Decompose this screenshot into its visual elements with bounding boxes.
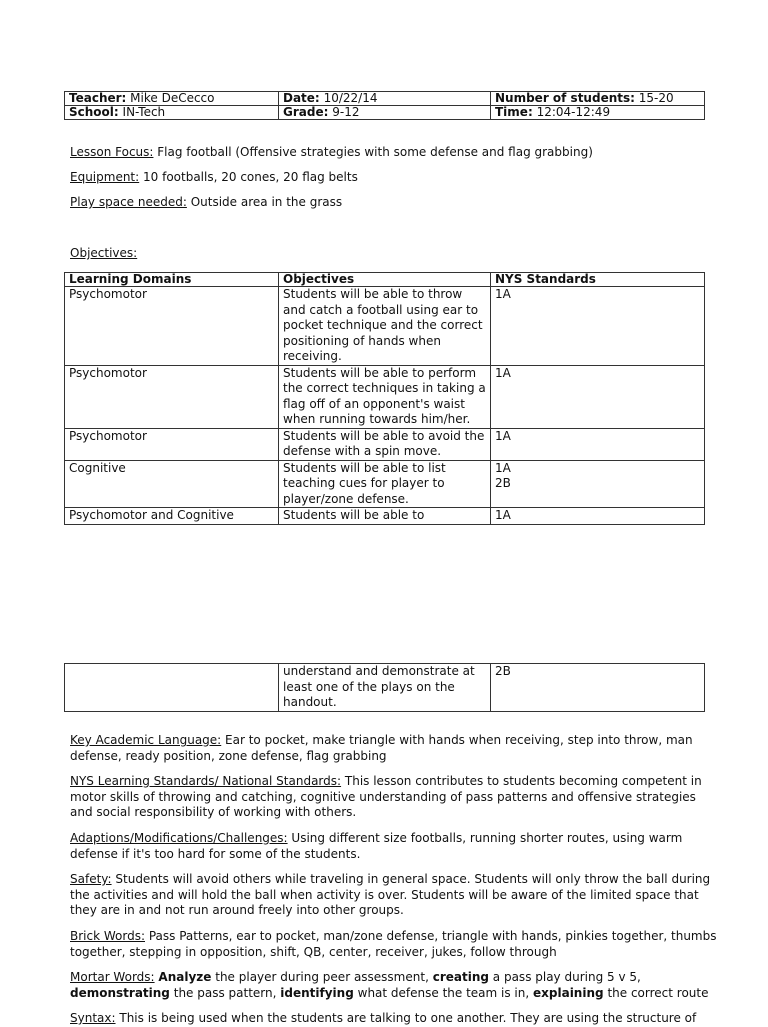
lesson-focus-text: Flag football (Offensive strategies with some defense and flag grabbing) [157, 145, 593, 159]
standards-cell: 1A [491, 428, 705, 460]
domain-cell: Psychomotor [65, 428, 279, 460]
mortar-text: what defense the team is in, [357, 985, 530, 1000]
students-value: 15-20 [638, 91, 674, 105]
table-row [65, 664, 705, 712]
objective-cell: understand and demonstrate at least one of the plays on the handout. [279, 664, 491, 712]
time-cell [491, 106, 705, 120]
adaptions-label: Adaptions/Modifications/Challenges: [70, 831, 288, 845]
play-space-label: Play space needed: [70, 195, 187, 209]
play-space-text: Outside area in the grass [190, 195, 343, 209]
standards-cell: 2B [491, 664, 705, 712]
mortar-text: a pass play during 5 v 5, [492, 970, 641, 984]
col-header-standards-text: NYS Standards [495, 272, 596, 286]
mortar-word: Analyze [158, 970, 212, 984]
brick-words-text: Pass Patterns, ear to pocket, man/zone defense, triangle with hands, pinkies together, thumbs together, stepping in opposition, shift, QB, center, receiver, jukes, follow through [70, 929, 717, 959]
col-header-objectives [279, 273, 491, 287]
grade-label: Grade: [283, 105, 329, 119]
mortar-text: the pass pattern, [173, 985, 277, 1000]
objective-cell: Students will be able to throw and catch a football using ear to pocket technique and the correct positioning of hands when receiving. [279, 287, 491, 366]
brick-words-label: Brick Words: [70, 929, 145, 943]
domain-cell: Cognitive [65, 460, 279, 508]
key-academic-language-label: Key Academic Language: [70, 733, 222, 747]
table-row [65, 428, 705, 460]
objective-cell: Students will be able to list teaching cues for player to player/zone defense. [279, 460, 491, 508]
play-space [70, 195, 720, 211]
key-academic-language-text: Ear to pocket, make triangle with hands when receiving, step into throw, man defense, ready position, zone defense, flag grabbing [70, 733, 693, 763]
objective-cell: Students will be able to perform the correct techniques in taking a flag off of an opponent's waist when running towards him/her. [279, 365, 491, 428]
safety-text: Students will avoid others while traveling in general space. Students will only throw the ball during the activities and will hold the ball when activity is over. Students will be aware of the limited space that they are in and not run around freely into other groups. [70, 872, 711, 917]
standards-line: 1A [495, 460, 511, 475]
header-table [64, 91, 705, 120]
standards-cell: 1A [491, 508, 705, 525]
mortar-words [70, 970, 720, 1001]
mortar-text: the correct route [607, 985, 709, 1000]
date-cell [279, 92, 491, 106]
equipment-label: Equipment: [70, 170, 140, 184]
col-header-objectives-text: Objectives [283, 272, 355, 286]
objective-cell: Students will be able to [279, 508, 491, 525]
school-value: IN-Tech [122, 105, 166, 119]
time-label: Time: [495, 105, 533, 119]
domain-cell: Psychomotor [65, 365, 279, 428]
domain-cell: Psychomotor and Cognitive [65, 508, 279, 525]
standards-line: 2B [495, 476, 511, 490]
school-cell [65, 106, 279, 120]
domain-cell: Psychomotor [65, 287, 279, 366]
table-row [65, 287, 705, 366]
safety-label: Safety: [70, 872, 112, 886]
nys-standards-text: This lesson contributes to students becoming competent in motor skills of throwing and catching, cognitive understanding of pass patterns and offensive strategies and social responsibility of working with others. [70, 774, 702, 819]
mortar-words-label: Mortar Words: [70, 970, 155, 984]
time-value: 12:04-12:49 [536, 105, 611, 119]
lesson-focus-label: Lesson Focus: [70, 145, 154, 159]
adaptions [70, 831, 720, 862]
grade-cell [279, 106, 491, 120]
mortar-text: the player during peer assessment, [215, 970, 429, 984]
standards-cell: 1A [491, 287, 705, 366]
date-value: 10/22/14 [323, 91, 378, 105]
nys-standards [70, 774, 720, 821]
table-row [65, 508, 705, 525]
brick-words [70, 929, 720, 960]
mortar-word: demonstrating [70, 985, 170, 1000]
equipment [70, 170, 720, 186]
table-row [65, 365, 705, 428]
school-label: School: [69, 105, 119, 119]
col-header-domains [65, 273, 279, 287]
teacher-label: Teacher: [69, 91, 127, 105]
mortar-word: creating [432, 970, 489, 984]
objective-cell: Students will be able to avoid the defense with a spin move. [279, 428, 491, 460]
standards-cell: 1A [491, 365, 705, 428]
objectives-heading: Objectives: [70, 246, 138, 260]
safety [70, 872, 720, 919]
mortar-word: explaining [533, 985, 604, 1000]
students-cell [491, 92, 705, 106]
nys-standards-label: NYS Learning Standards/ National Standards: [70, 774, 342, 788]
equipment-text: 10 footballs, 20 cones, 20 flag belts [143, 170, 358, 184]
teacher-cell [65, 92, 279, 106]
col-header-domains-text: Learning Domains [69, 272, 192, 286]
key-academic-language [70, 733, 720, 764]
date-label: Date: [283, 91, 320, 105]
domain-cell [65, 664, 279, 712]
mortar-word: identifying [280, 985, 354, 1000]
objectives-table-continued [64, 663, 705, 712]
students-label: Number of students: [495, 91, 635, 105]
standards-cell [491, 460, 705, 508]
col-header-standards [491, 273, 705, 287]
adaptions-text: Using different size footballs, running shorter routes, using warm defense if it's too hard for some of the students. [70, 831, 683, 861]
table-row [65, 460, 705, 508]
syntax [70, 1011, 720, 1027]
teacher-value: Mike DeCecco [130, 91, 215, 105]
syntax-label: Syntax: [70, 1011, 116, 1025]
lesson-focus [70, 145, 720, 161]
objectives-table [64, 272, 705, 525]
grade-value: 9-12 [332, 105, 360, 119]
syntax-text: This is being used when the students are talking to one another. They are using the structure of [119, 1011, 697, 1025]
